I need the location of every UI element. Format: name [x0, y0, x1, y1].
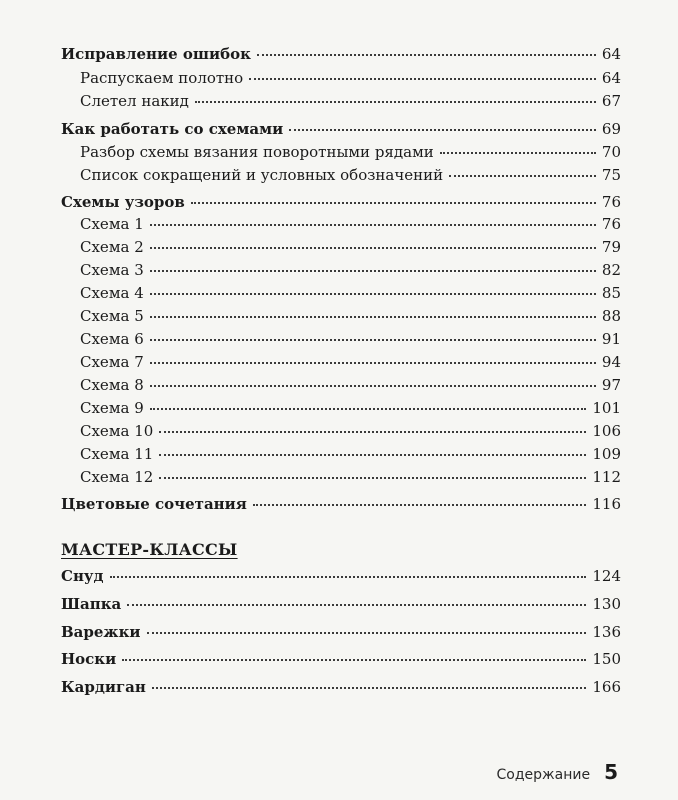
toc-entry-scheme	[80, 284, 621, 304]
toc-entry-page: 85	[601, 284, 621, 302]
toc-entry-label: Схема 8	[80, 376, 144, 394]
toc-entry-scheme	[80, 307, 621, 327]
toc-entry-label: Распускаем полотно	[80, 69, 244, 87]
dot-leader	[150, 408, 587, 410]
toc-entry-page: 109	[592, 445, 621, 463]
toc-entry-page: 88	[601, 307, 621, 325]
toc-entry-masterclass	[61, 650, 621, 670]
toc-entry-label: Список сокращений и условных обозначений	[80, 166, 444, 184]
toc-entry-page: 166	[592, 678, 621, 696]
toc-entry-scheme	[80, 238, 621, 258]
toc-entry-scheme	[80, 376, 621, 396]
toc-entry-page: 136	[592, 623, 621, 641]
toc-entry-masterclass	[61, 623, 621, 643]
dot-leader	[249, 78, 596, 80]
toc-entry-label: Схема 7	[80, 353, 144, 371]
dot-leader	[159, 477, 586, 479]
toc-entry-scheme	[80, 468, 621, 488]
toc-entry-page: 94	[601, 353, 621, 371]
toc-entry-colors	[61, 495, 621, 515]
toc-entry-label: Схема 11	[80, 445, 154, 463]
toc-entry-page: 79	[601, 238, 621, 256]
masterclasses-heading: МАСТЕР-КЛАССЫ	[61, 540, 238, 559]
toc-entry-page: 91	[601, 330, 621, 348]
toc-entry-page: 97	[601, 376, 621, 394]
dot-leader	[152, 687, 586, 689]
toc-entry-page: 76	[601, 215, 621, 233]
dot-leader	[150, 385, 596, 387]
page-footer	[497, 760, 619, 784]
toc-entry-label: Варежки	[61, 623, 141, 641]
dot-leader	[150, 316, 596, 318]
dot-leader	[159, 431, 586, 433]
dot-leader	[159, 454, 586, 456]
toc-entry-label: Снуд	[61, 567, 104, 585]
toc-entry-page: 76	[601, 193, 621, 211]
toc-entry-label: Разбор схемы вязания поворотными рядами	[80, 143, 434, 161]
dot-leader	[195, 101, 596, 103]
toc-entry-dropped-yo	[80, 92, 621, 112]
toc-entry-page: 101	[592, 399, 621, 417]
toc-entry-page: 116	[592, 495, 621, 513]
toc-entry-page: 67	[601, 92, 621, 110]
toc-entry-scheme	[80, 445, 621, 465]
toc-entry-label: Схемы узоров	[61, 193, 185, 211]
dot-leader	[110, 576, 587, 578]
dot-leader	[289, 129, 596, 131]
toc-entry-errors	[61, 45, 621, 65]
toc-entry-masterclass	[61, 595, 621, 615]
toc-entry-schemes-work	[61, 120, 621, 140]
toc-entry-label: Исправление ошибок	[61, 45, 251, 63]
toc-entry-page: 112	[592, 468, 621, 486]
toc-entry-page: 64	[601, 45, 621, 63]
running-footer-title: Содержание	[496, 767, 591, 783]
toc-entry-page: 130	[592, 595, 621, 613]
toc-entry-unravel	[80, 69, 621, 89]
dot-leader	[150, 293, 596, 295]
dot-leader	[122, 659, 586, 661]
dot-leader	[127, 604, 586, 606]
toc-entry-label: Слетел накид	[80, 92, 189, 110]
toc-entry-scheme	[80, 399, 621, 419]
dot-leader	[147, 632, 587, 634]
toc-entry-abbreviations	[80, 166, 621, 186]
dot-leader	[150, 247, 596, 249]
toc-entry-masterclass	[61, 567, 621, 587]
toc-entry-page: 64	[601, 69, 621, 87]
toc-entry-label: Схема 1	[80, 215, 144, 233]
page-number: 5	[604, 760, 618, 784]
toc-entry-scheme-rows	[80, 143, 621, 163]
toc-entry-label: Шапка	[61, 595, 122, 613]
toc-entry-page: 150	[592, 650, 621, 668]
toc-entry-label: Кардиган	[61, 678, 146, 696]
dot-leader	[150, 270, 596, 272]
toc-entry-label: Носки	[61, 650, 117, 668]
toc-entry-page: 70	[601, 143, 621, 161]
toc-entry-label: Цветовые сочетания	[61, 495, 247, 513]
dot-leader	[257, 54, 596, 56]
toc-entry-page: 82	[601, 261, 621, 279]
dot-leader	[191, 202, 596, 204]
toc-entry-label: Схема 3	[80, 261, 144, 279]
toc-entry-label: Схема 6	[80, 330, 144, 348]
toc-entry-scheme	[80, 215, 621, 235]
toc-entry-label: Схема 10	[80, 422, 154, 440]
dot-leader	[150, 339, 596, 341]
dot-leader	[150, 224, 596, 226]
toc-entry-page: 106	[592, 422, 621, 440]
dot-leader	[440, 152, 596, 154]
toc-entry-masterclass	[61, 678, 621, 698]
toc-entry-scheme	[80, 261, 621, 281]
toc-entry-label: Схема 9	[80, 399, 144, 417]
toc-entry-scheme	[80, 330, 621, 350]
toc-entry-page: 69	[601, 120, 621, 138]
toc-entry-page: 75	[601, 166, 621, 184]
toc-entry-scheme	[80, 353, 621, 373]
toc-entry-label: Схема 5	[80, 307, 144, 325]
toc-entry-label: Схема 4	[80, 284, 144, 302]
toc-entry-page: 124	[592, 567, 621, 585]
toc-entry-patterns	[61, 193, 621, 213]
dot-leader	[150, 362, 596, 364]
toc-entry-label: Схема 2	[80, 238, 144, 256]
toc-entry-label: Как работать со схемами	[61, 120, 284, 138]
dot-leader	[449, 175, 596, 177]
dot-leader	[253, 504, 587, 506]
toc-entry-scheme	[80, 422, 621, 442]
toc-entry-label: Схема 12	[80, 468, 154, 486]
